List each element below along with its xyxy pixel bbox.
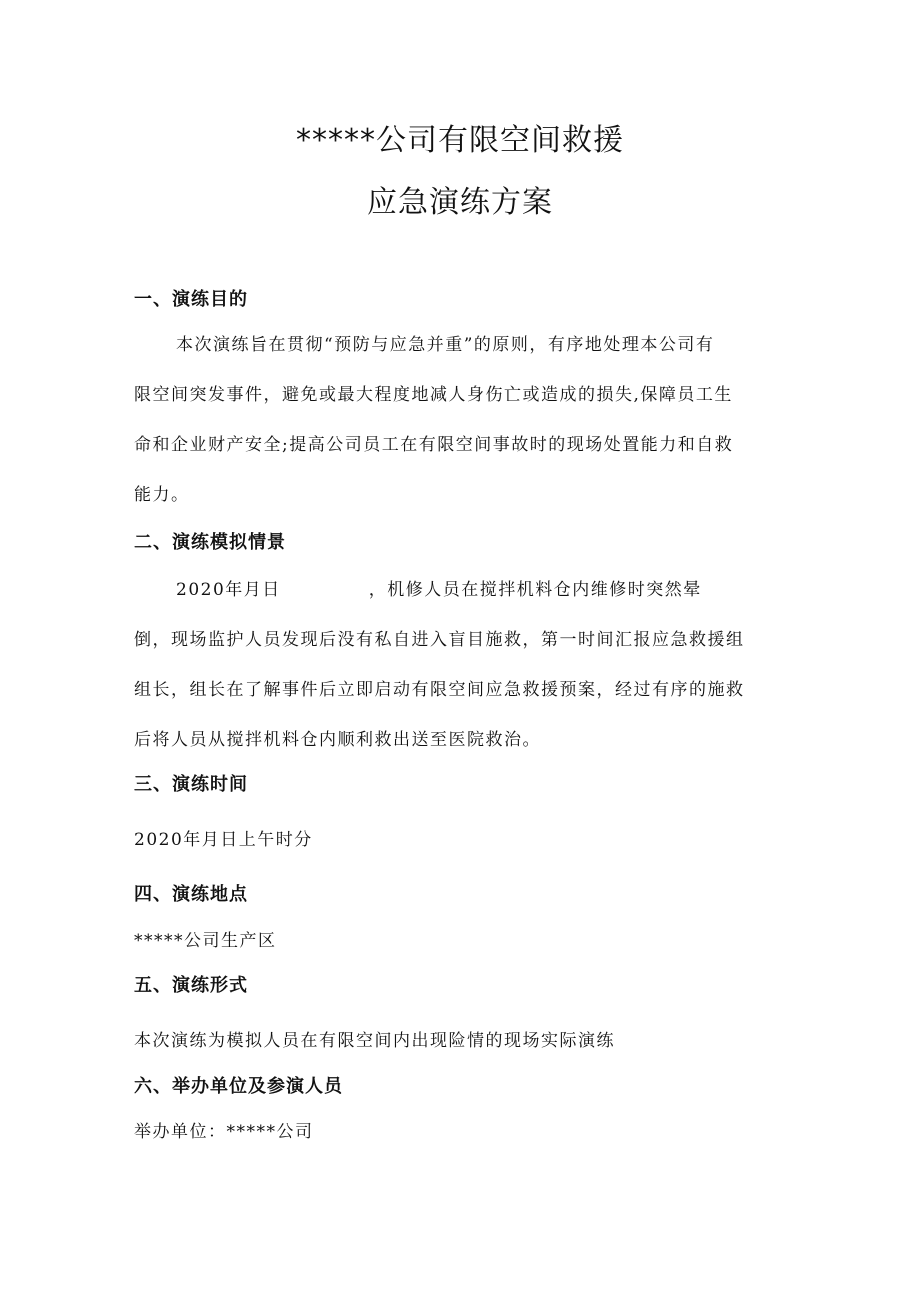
- paragraph-line: 能力。: [134, 485, 190, 505]
- document-title-line-1: *****公司有限空间救援: [296, 123, 624, 158]
- paragraph-line: 组长，组长在了解事件后立即启动有限空间应急救援预案，经过有序的施救: [134, 680, 745, 700]
- section-body-location: *****公司生产区: [134, 931, 277, 951]
- section-body-organizer: 举办单位：*****公司: [134, 1122, 314, 1142]
- paragraph-line: 命和企业财产安全;提高公司员工在有限空间事故时的现场处置能力和自救: [134, 435, 734, 455]
- paragraph-line: 本次演练旨在贯彻“预防与应急并重”的原则，有序地处理本公司有: [176, 335, 715, 355]
- scenario-date: 2020年月日: [176, 580, 281, 600]
- paragraph-line: 限空间突发事件，避免或最大程度地减人身伤亡或造成的损失,保障员工生: [134, 385, 733, 405]
- section-heading-time: 三、演练时间: [134, 774, 248, 795]
- section-body-format: 本次演练为模拟人员在有限空间内出现险情的现场实际演练: [134, 1031, 615, 1051]
- document-title-line-2: 应急演练方案: [367, 185, 553, 220]
- section-heading-purpose: 一、演练目的: [134, 289, 248, 310]
- section-heading-scenario: 二、演练模拟情景: [134, 532, 286, 553]
- section-heading-location: 四、演练地点: [134, 884, 248, 905]
- paragraph-line: 倒，现场监护人员发现后没有私自进入盲目施救，第一时间汇报应急救援组: [134, 630, 745, 650]
- section-heading-organizer: 六、举办单位及参演人员: [134, 1076, 343, 1097]
- section-heading-format: 五、演练形式: [134, 975, 248, 996]
- paragraph-line: [176, 575, 702, 600]
- scenario-event: ，机修人员在搅拌机料仓内维修时突然晕: [368, 580, 702, 600]
- section-body-time: 2020年月日上午时分: [134, 830, 313, 850]
- paragraph-line: 后将人员从搅拌机料仓内顺利救出送至医院救治。: [134, 730, 541, 750]
